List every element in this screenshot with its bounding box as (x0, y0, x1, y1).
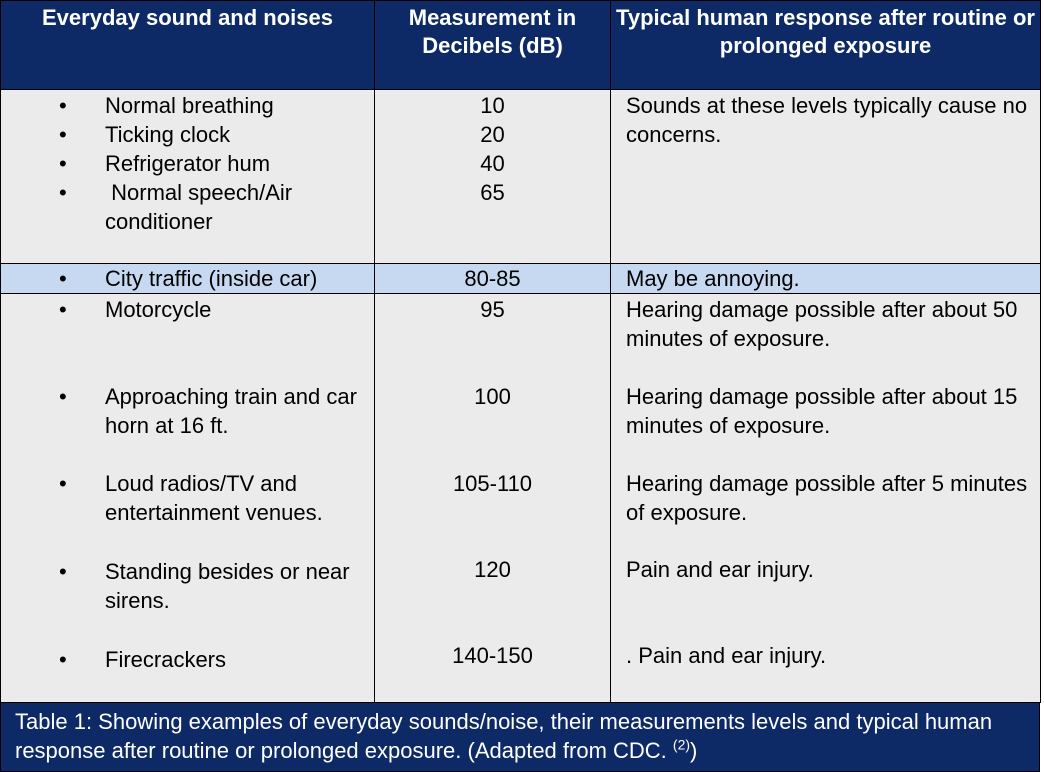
response-cell: Sounds at these levels typically cause no concerns. (611, 90, 1041, 264)
caption-reference: (2) (672, 736, 691, 753)
decibel-cell (375, 264, 611, 294)
list-item: • Firecrackers (1, 645, 374, 674)
caption-text: Table 1: Showing examples of everyday sounds/noise, their measurements levels and typical human response after routine or prolonged exposure. (Adapted from CDC. (15, 709, 993, 763)
response-text: Pain and ear injury. (626, 557, 814, 582)
decibel-value: 80-85 (464, 266, 521, 291)
list-item: • Normal speech/Air conditioner (1, 178, 374, 236)
response-text: Hearing damage possible after about 15 minutes of exposure. (626, 384, 1018, 438)
decibel-value: 100 (474, 384, 511, 409)
header-row (1, 1, 1041, 90)
list-item: • Normal breathing (1, 91, 374, 120)
list-item: • Motorcycle (1, 295, 374, 382)
decibel-cell (375, 294, 611, 703)
response-text: Hearing damage possible after about 50 minutes of exposure. (626, 297, 1018, 351)
list-item: • City traffic (inside car) (1, 264, 374, 293)
header-sounds: Everyday sound and noises (1, 1, 375, 90)
sounds-cell (1, 294, 375, 703)
header-decibels: Measurement in Decibels (dB) (375, 1, 611, 90)
caption-close: ) (690, 738, 698, 763)
decibel-value: 140-150 (452, 643, 533, 668)
sound-list (1, 91, 374, 236)
response-cell (611, 294, 1041, 703)
list-item: • Loud radios/TV and entertainment venues. (1, 469, 374, 557)
table-row (1, 90, 1041, 264)
table-caption (0, 702, 1040, 772)
list-item: • Ticking clock (1, 120, 374, 149)
response-text: Hearing damage possible after 5 minutes of exposure. (626, 471, 1028, 525)
decibel-value: 40 (480, 151, 505, 176)
list-item: • Standing besides or near sirens. (1, 557, 374, 645)
table-row (1, 264, 1041, 294)
decibel-value: 65 (480, 180, 505, 205)
response-text: . Pain and ear injury. (626, 643, 827, 668)
list-item: • Approaching train and car horn at 16 ft. (1, 382, 374, 469)
decibel-value: 20 (480, 122, 505, 147)
sound-list (1, 295, 374, 674)
decibel-value: 120 (474, 557, 511, 582)
header-response: Typical human response after routine or prolonged exposure (611, 1, 1041, 90)
sound-list (1, 264, 374, 293)
decibel-value: 105-110 (452, 471, 533, 496)
list-item: • Refrigerator hum (1, 149, 374, 178)
response-cell: May be annoying. (611, 264, 1041, 294)
decibel-value: 95 (480, 297, 505, 322)
decibel-cell (375, 90, 611, 264)
sounds-cell (1, 264, 375, 294)
table-row (1, 294, 1041, 703)
sounds-cell (1, 90, 375, 264)
decibel-value: 10 (480, 93, 505, 118)
